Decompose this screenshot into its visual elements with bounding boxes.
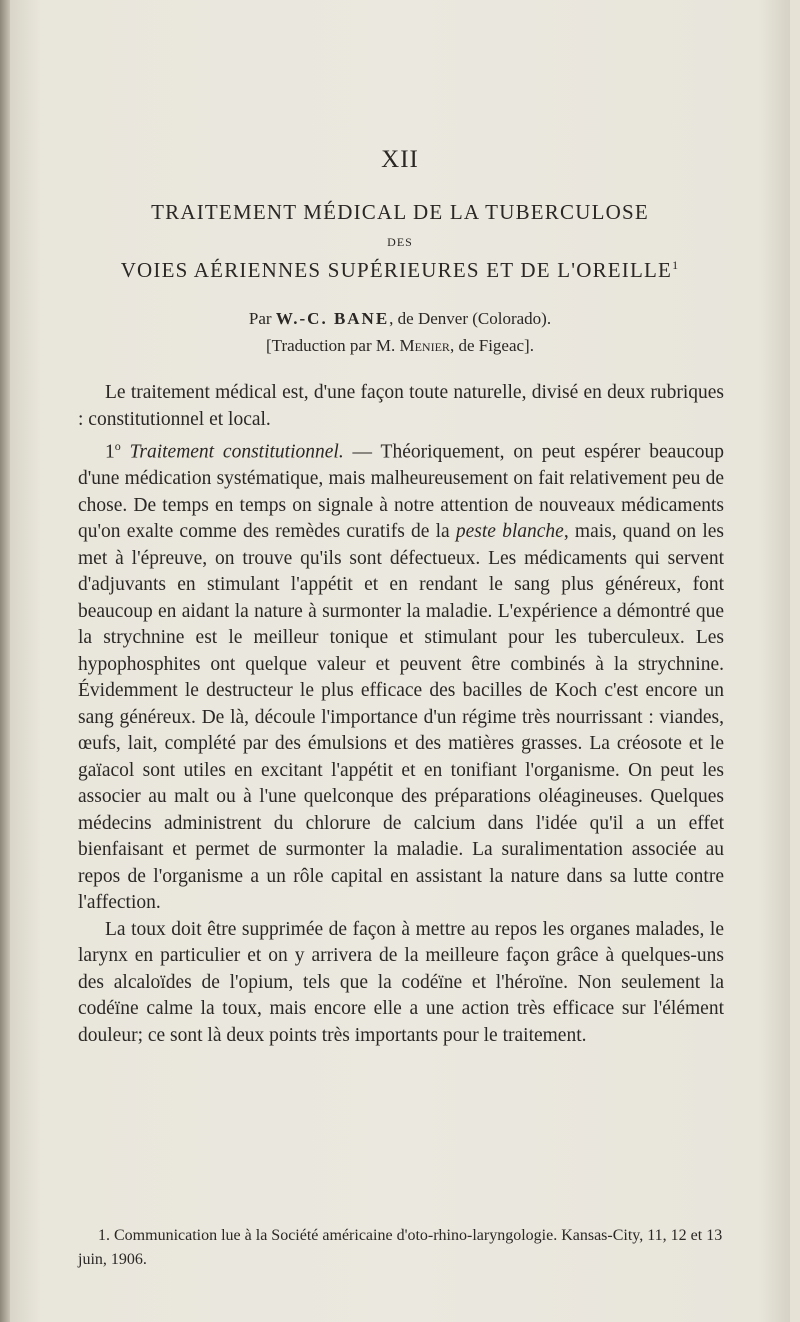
- title-connector: DES: [387, 235, 413, 249]
- paragraph-constitutional-treatment: [78, 433, 724, 917]
- title-line-2: [0, 258, 800, 283]
- paragraph-cough: La toux doit être supprimée de façon à mettre au repos les organes malades, le larynx en particulier et on y arrivera de la meilleure façon grâce à quelques-uns des alcaloïdes de l'opium, tels que la codéïne et l'héroïne. Non seulement la codéïne calme la toux, mais encore elle a une action très efficace sur l'élément douleur; ce sont là deux points très importants pour le traitement.: [78, 918, 724, 1046]
- paragraph-text-part-1: — Théoriquement, on peut espérer beaucoup d'une médication systématique, mais malheureusement on fait relativement peu de chose. De temps en temps on signale à notre attention de nouveaux médicaments qu'on exalte comme des remèdes curatifs de la: [78, 441, 724, 542]
- section-number-suffix: o: [114, 439, 121, 453]
- paragraph-text-part-2: , mais, quand on les met à l'épreuve, on trouve qu'ils sont défectueux. Les médicaments qui servent d'adjuvants en stimulant l'appétit et en rendant le sang plus généreux, font beaucoup en aidant la nature à surmonter la maladie. L'expérience a démontré que la strychnine est le meilleur tonique et stimulant pour les tuberculeux. Les hypophosphites ont quelque valeur et peuvent être combinés à la strychnine. Évidemment le destructeur le plus efficace des bacilles de Koch c'est encore un sang généreux. De là, découle l'importance d'un régime très nourrissant : viandes, œufs, lait, complété par des émulsions et des matières grasses. La créosote et le gaïacol sont utiles en excitant l'appétit et en tonifiant l'organisme. On peut les associer au malt ou à l'une quelconque des préparations oléagineuses. Quelques médecins administrent du chlorure de calcium dans l'idée qu'il a un effet bienfaisant et permet de surmonter la maladie. La suralimentation associée au repos de l'organisme a un rôle capital en assistant la nature dans sa lutte contre l'affection.: [78, 521, 724, 913]
- author-line: [0, 309, 800, 329]
- translator-name: Menier: [399, 336, 450, 355]
- paragraph-intro: Le traitement médical est, d'une façon toute naturelle, divisé en deux rubriques : constitutionnel et local.: [78, 382, 724, 430]
- footnote-text: 1. Communication lue à la Société américaine d'oto-rhino-laryngologie. Kansas-City, 11, 12 et 13 juin, 1906.: [78, 1227, 723, 1268]
- footnote: [78, 1224, 724, 1272]
- italic-phrase: peste blanche: [455, 521, 564, 542]
- page-binding-edge: [0, 0, 10, 1322]
- title-line-2-text: VOIES AÉRIENNES SUPÉRIEURES ET DE L'OREILLE: [120, 258, 673, 282]
- translation-prefix: [Traduction par M.: [266, 336, 396, 355]
- translation-suffix: , de Figeac].: [449, 336, 534, 355]
- author-name: W.-C. BANE: [275, 309, 390, 328]
- author-prefix: Par: [248, 309, 272, 328]
- chapter-number: XII: [381, 146, 419, 173]
- section-number: 1: [105, 441, 115, 463]
- translation-line: [0, 336, 800, 356]
- title-line-1: TRAITEMENT MÉDICAL DE LA TUBERCULOSE: [151, 200, 649, 224]
- title-footnote-marker: 1: [672, 258, 680, 272]
- author-location: , de Denver (Colorado).: [389, 309, 552, 328]
- section-heading: Traitement constitutionnel.: [129, 441, 344, 463]
- article-body: [78, 380, 724, 1049]
